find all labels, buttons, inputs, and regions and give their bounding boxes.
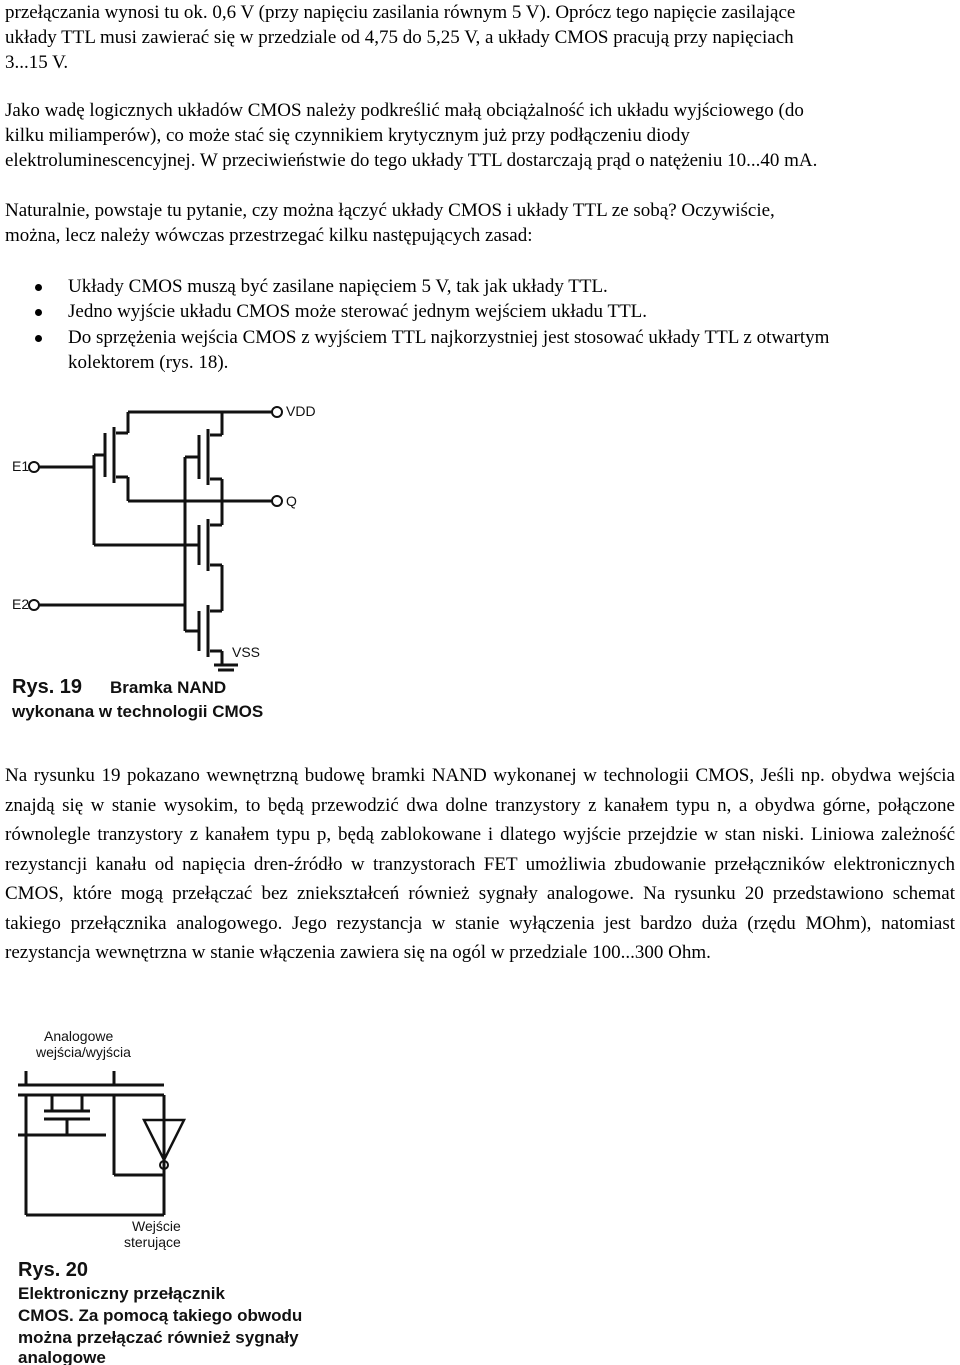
figure-analog-switch (14, 1025, 314, 1365)
input-e1-label: E1 (12, 458, 30, 474)
figure-19-caption-line: Bramka NAND (110, 678, 227, 697)
text-line: kolektorem (rys. 18). (68, 352, 229, 373)
text-line: można, lecz należy wówczas przestrzegać kilku następujących zasad: (5, 225, 533, 246)
control-input-label-line: Wejście (132, 1218, 181, 1234)
figure-20-caption-line: analogowe (18, 1348, 106, 1365)
text-line: Do sprzężenia wejścia CMOS z wyjściem TTL najkorzystniej jest stosować układy TTL z otwartym (68, 327, 830, 348)
vss-label: VSS (232, 644, 261, 660)
figure-19-number: Rys. 19 (12, 676, 83, 698)
analog-io-label-line: wejścia/wyjścia (36, 1044, 131, 1060)
paragraph-cmos-load (5, 98, 955, 173)
text-line: kilku miliamperów), co może stać się czynnikiem krytycznym już przy podłączeniu diody (5, 125, 690, 146)
text-line: Naturalnie, powstaje tu pytanie, czy można łączyć układy CMOS i układy TTL ze sobą? Oczywiście, (5, 200, 775, 221)
vdd-label: VDD (286, 403, 316, 419)
text-line: układy TTL musi zawierać się w przedziale od 4,75 do 5,25 V, a układy CMOS pracują przy napięciach (5, 27, 794, 48)
figure-19-caption-line: wykonana w technologii CMOS (12, 702, 264, 721)
control-input-label-line: sterujące (124, 1234, 181, 1250)
figure-20-number: Rys. 20 (18, 1259, 89, 1281)
output-q-label: Q (286, 493, 297, 509)
figure-20-caption-line: Elektroniczny przełącznik (18, 1284, 225, 1303)
figure-20-caption-line: CMOS. Za pomocą takiego obwodu (18, 1306, 303, 1325)
analog-io-label-line: Analogowe (44, 1028, 114, 1044)
paragraph-continuation (5, 0, 955, 75)
paragraph-nand-description: Na rysunku 19 pokazano wewnętrzną budowę bramki NAND wykonanej w technologii CMOS, Jeśli np. obydwa wejścia znajdą się w stanie wysokim, to będą przewodzić dwa dolne tranzystory z kanałem typu n, a obydwa górne, połączone równolegle tranzystory z kanałem typu p, będą zablokowane i dlatego wyjście przejdzie w stan niski. Liniowa zależność rezystancji kanału od napięcia dren-źródło w tranzystorach FET umożliwia zbudowanie przełączników elektronicznych CMOS, które mogą przełączać bez zniekształceń również sygnały analogowe. Na rysunku 20 przedstawiono schemat takiego przełącznika analogowego. Jego rezystancja w stanie wyłączenia jest bardzo duża (rzędu MOhm), natomiast rezystancja wewnętrzna w stanie włączenia zawiera się na ogól w przedziale 100...300 Ohm. (5, 765, 955, 963)
bullet-text: Układy CMOS muszą być zasilane napięciem 5 V, tak jak układy TTL. (68, 276, 608, 297)
nand-schematic (10, 395, 350, 725)
paragraph-cmos-ttl-question (5, 198, 955, 248)
bullet-text (68, 325, 953, 375)
bullet-text: Jedno wyjście układu CMOS może sterować jednym wejściem układu TTL. (68, 301, 648, 322)
input-e2-label: E2 (12, 596, 30, 612)
bullet-dot-icon (35, 335, 42, 342)
bullet-dot-icon (35, 284, 42, 291)
text-line: Jako wadę logicznych układów CMOS należy podkreślić małą obciążalność ich układu wyjściowego (do (5, 100, 804, 121)
text-line: 3...15 V. (5, 52, 69, 73)
analog-switch-schematic (14, 1025, 314, 1365)
text-line: elektroluminescencyjnej. W przeciwieństwie do tego układy TTL dostarczają prąd o natężeniu 10...40 mA. (5, 150, 818, 171)
figure-20-caption-line: można przełączać również sygnały (18, 1328, 299, 1347)
bullet-dot-icon (35, 309, 42, 316)
figure-nand-cmos (10, 395, 350, 725)
text-line: przełączania wynosi tu ok. 0,6 V (przy napięciu zasilania równym 5 V). Oprócz tego napięcie zasilające (5, 2, 796, 23)
